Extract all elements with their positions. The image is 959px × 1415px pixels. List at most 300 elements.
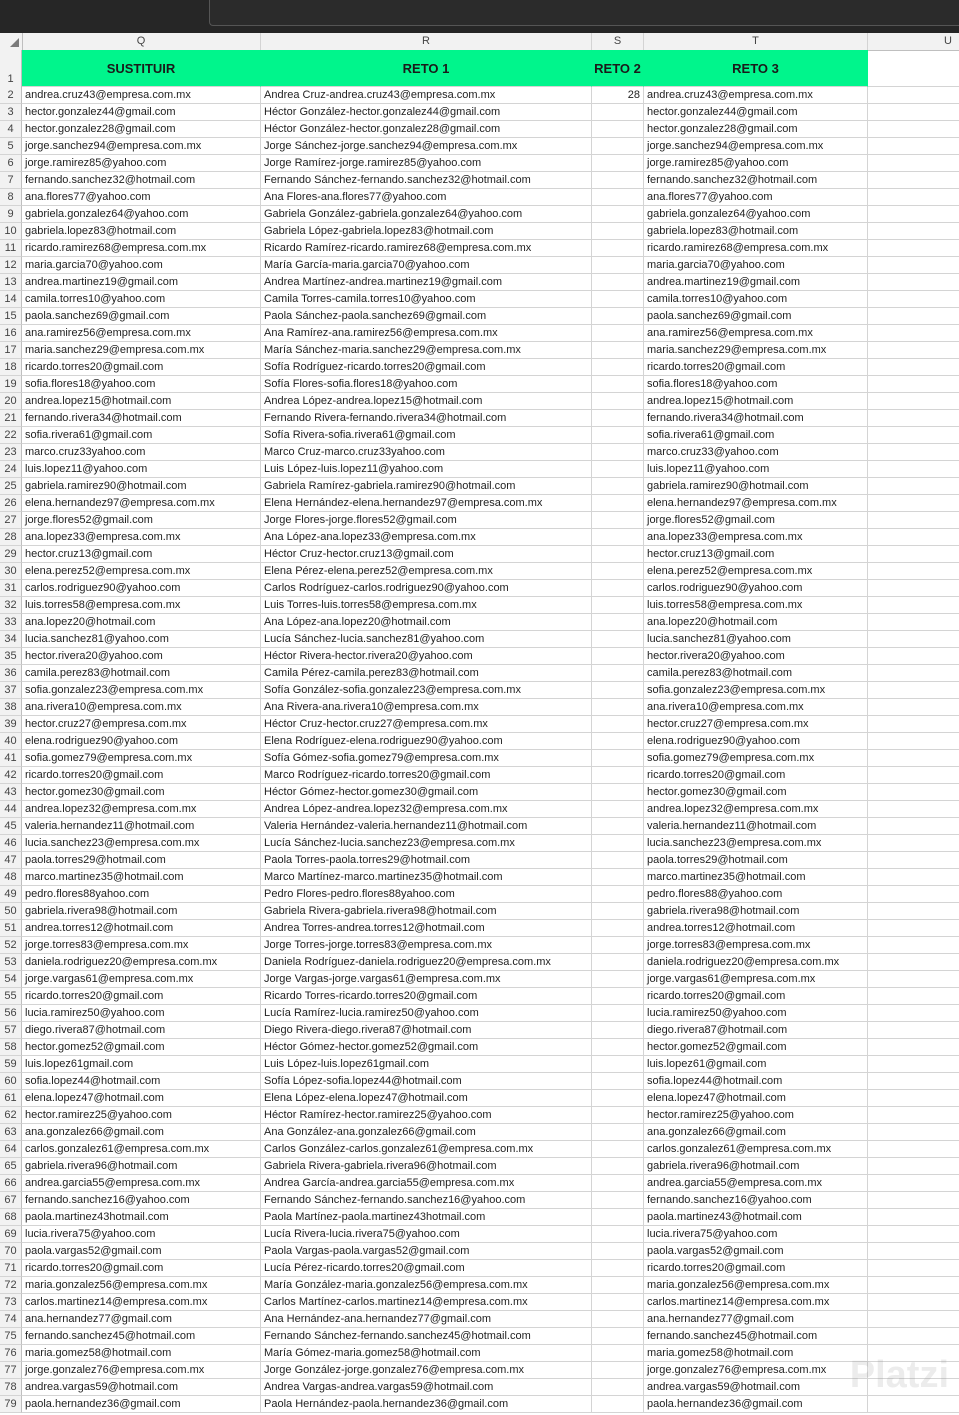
cell-t[interactable]: diego.rivera87@hotmail.com — [644, 1022, 868, 1039]
cell-q[interactable]: marco.martinez35@hotmail.com — [22, 869, 261, 886]
cell-t[interactable]: ana.flores77@yahoo.com — [644, 189, 868, 206]
cell-r[interactable]: Lucía Sánchez-lucia.sanchez81@yahoo.com — [261, 631, 592, 648]
cell-q[interactable]: gabriela.lopez83@hotmail.com — [22, 223, 261, 240]
cell-r[interactable]: Andrea López-andrea.lopez32@empresa.com.mx — [261, 801, 592, 818]
cell-q[interactable]: ana.hernandez77@gmail.com — [22, 1311, 261, 1328]
cell-t[interactable]: andrea.cruz43@empresa.com.mx — [644, 87, 868, 104]
cell-r[interactable]: Andrea Cruz-andrea.cruz43@empresa.com.mx — [261, 87, 592, 104]
cell-s[interactable] — [592, 1362, 644, 1379]
cell-s[interactable] — [592, 971, 644, 988]
cell-r[interactable]: Sofía Flores-sofia.flores18@yahoo.com — [261, 376, 592, 393]
cell-q[interactable]: sofia.lopez44@hotmail.com — [22, 1073, 261, 1090]
cell-t[interactable]: paola.torres29@hotmail.com — [644, 852, 868, 869]
cell-s[interactable] — [592, 1056, 644, 1073]
cell-s[interactable] — [592, 359, 644, 376]
cell-t[interactable]: daniela.rodriguez20@empresa.com.mx — [644, 954, 868, 971]
empty-cell[interactable] — [868, 1107, 959, 1124]
row-header[interactable]: 36 — [0, 665, 22, 682]
cell-s[interactable] — [592, 1311, 644, 1328]
empty-cell[interactable] — [868, 1039, 959, 1056]
cell-r[interactable]: Diego Rivera-diego.rivera87@hotmail.com — [261, 1022, 592, 1039]
cell-q[interactable]: hector.ramirez25@yahoo.com — [22, 1107, 261, 1124]
cell-s[interactable] — [592, 1396, 644, 1413]
empty-cell[interactable] — [868, 903, 959, 920]
empty-cell[interactable] — [868, 971, 959, 988]
cell-q[interactable]: luis.lopez11@yahoo.com — [22, 461, 261, 478]
empty-cell[interactable] — [868, 155, 959, 172]
row-header[interactable]: 31 — [0, 580, 22, 597]
cell-t[interactable]: camila.perez83@hotmail.com — [644, 665, 868, 682]
cell-s[interactable] — [592, 1345, 644, 1362]
cell-q[interactable]: carlos.martinez14@empresa.com.mx — [22, 1294, 261, 1311]
cell-r[interactable]: Andrea Vargas-andrea.vargas59@hotmail.com — [261, 1379, 592, 1396]
cell-q[interactable]: ana.rivera10@empresa.com.mx — [22, 699, 261, 716]
empty-cell[interactable] — [868, 359, 959, 376]
column-header-s[interactable]: S — [592, 33, 644, 50]
header-cell-t[interactable]: RETO 3 — [644, 50, 868, 87]
cell-s[interactable] — [592, 631, 644, 648]
cell-r[interactable]: María Sánchez-maria.sanchez29@empresa.com.mx — [261, 342, 592, 359]
cell-q[interactable]: ana.flores77@yahoo.com — [22, 189, 261, 206]
cell-r[interactable]: Paola Vargas-paola.vargas52@gmail.com — [261, 1243, 592, 1260]
empty-cell[interactable] — [868, 1396, 959, 1413]
cell-t[interactable]: paola.sanchez69@gmail.com — [644, 308, 868, 325]
cell-r[interactable]: Gabriela Rivera-gabriela.rivera96@hotmail.com — [261, 1158, 592, 1175]
cell-r[interactable]: Andrea García-andrea.garcia55@empresa.com.mx — [261, 1175, 592, 1192]
cell-s[interactable] — [592, 1005, 644, 1022]
row-header[interactable]: 71 — [0, 1260, 22, 1277]
cell-t[interactable]: hector.ramirez25@yahoo.com — [644, 1107, 868, 1124]
cell-s[interactable] — [592, 818, 644, 835]
empty-cell[interactable] — [868, 1328, 959, 1345]
cell-q[interactable]: luis.lopez61gmail.com — [22, 1056, 261, 1073]
cell-t[interactable]: hector.gonzalez28@gmail.com — [644, 121, 868, 138]
cell-s[interactable] — [592, 699, 644, 716]
formula-bar[interactable] — [209, 0, 959, 26]
cell-r[interactable]: Gabriela González-gabriela.gonzalez64@yahoo.com — [261, 206, 592, 223]
row-header[interactable]: 46 — [0, 835, 22, 852]
row-header[interactable]: 12 — [0, 257, 22, 274]
cell-q[interactable]: carlos.rodriguez90@yahoo.com — [22, 580, 261, 597]
cell-r[interactable]: Ana González-ana.gonzalez66@gmail.com — [261, 1124, 592, 1141]
cell-r[interactable]: María Gómez-maria.gomez58@hotmail.com — [261, 1345, 592, 1362]
cell-r[interactable]: Elena Hernández-elena.hernandez97@empresa.com.mx — [261, 495, 592, 512]
row-header[interactable]: 27 — [0, 512, 22, 529]
row-header[interactable]: 20 — [0, 393, 22, 410]
row-header[interactable]: 72 — [0, 1277, 22, 1294]
row-header[interactable]: 47 — [0, 852, 22, 869]
cell-q[interactable]: andrea.martinez19@gmail.com — [22, 274, 261, 291]
cell-r[interactable]: Héctor Gómez-hector.gomez30@gmail.com — [261, 784, 592, 801]
row-header[interactable]: 78 — [0, 1379, 22, 1396]
cell-s[interactable] — [592, 291, 644, 308]
cell-q[interactable]: ana.lopez20@hotmail.com — [22, 614, 261, 631]
empty-cell[interactable] — [868, 1073, 959, 1090]
row-header[interactable]: 64 — [0, 1141, 22, 1158]
cell-r[interactable]: Paola Martínez-paola.martinez43hotmail.com — [261, 1209, 592, 1226]
cell-r[interactable]: Jorge González-jorge.gonzalez76@empresa.com.mx — [261, 1362, 592, 1379]
cell-r[interactable]: Lucía Rivera-lucia.rivera75@yahoo.com — [261, 1226, 592, 1243]
cell-s[interactable] — [592, 1124, 644, 1141]
cell-s[interactable] — [592, 274, 644, 291]
cell-q[interactable]: paola.vargas52@gmail.com — [22, 1243, 261, 1260]
cell-s[interactable] — [592, 937, 644, 954]
cell-t[interactable]: jorge.flores52@gmail.com — [644, 512, 868, 529]
row-header[interactable]: 70 — [0, 1243, 22, 1260]
cell-r[interactable]: Sofía López-sofia.lopez44@hotmail.com — [261, 1073, 592, 1090]
empty-cell[interactable] — [868, 376, 959, 393]
cell-s[interactable]: 28 — [592, 87, 644, 104]
cell-t[interactable]: elena.perez52@empresa.com.mx — [644, 563, 868, 580]
cell-q[interactable]: ricardo.torres20@gmail.com — [22, 359, 261, 376]
empty-cell[interactable] — [868, 614, 959, 631]
cell-q[interactable]: ricardo.torres20@gmail.com — [22, 767, 261, 784]
cell-t[interactable]: jorge.vargas61@empresa.com.mx — [644, 971, 868, 988]
row-header[interactable]: 39 — [0, 716, 22, 733]
cell-r[interactable]: Jorge Ramírez-jorge.ramirez85@yahoo.com — [261, 155, 592, 172]
cell-t[interactable]: maria.sanchez29@empresa.com.mx — [644, 342, 868, 359]
cell-r[interactable]: Ana López-ana.lopez33@empresa.com.mx — [261, 529, 592, 546]
cell-r[interactable]: Paola Sánchez-paola.sanchez69@gmail.com — [261, 308, 592, 325]
cell-t[interactable]: sofia.lopez44@hotmail.com — [644, 1073, 868, 1090]
cell-t[interactable]: andrea.garcia55@empresa.com.mx — [644, 1175, 868, 1192]
row-header[interactable]: 4 — [0, 121, 22, 138]
empty-cell[interactable] — [868, 1294, 959, 1311]
cell-q[interactable]: maria.gomez58@hotmail.com — [22, 1345, 261, 1362]
cell-q[interactable]: camila.torres10@yahoo.com — [22, 291, 261, 308]
cell-q[interactable]: daniela.rodriguez20@empresa.com.mx — [22, 954, 261, 971]
cell-t[interactable]: ricardo.torres20@gmail.com — [644, 767, 868, 784]
empty-cell[interactable] — [868, 1005, 959, 1022]
cell-t[interactable]: luis.torres58@empresa.com.mx — [644, 597, 868, 614]
cell-r[interactable]: Elena López-elena.lopez47@hotmail.com — [261, 1090, 592, 1107]
cell-r[interactable]: Luis López-luis.lopez11@yahoo.com — [261, 461, 592, 478]
empty-cell[interactable] — [868, 1226, 959, 1243]
cell-t[interactable]: jorge.torres83@empresa.com.mx — [644, 937, 868, 954]
column-header-u[interactable]: U — [944, 35, 952, 47]
cell-s[interactable] — [592, 988, 644, 1005]
cell-t[interactable]: fernando.sanchez32@hotmail.com — [644, 172, 868, 189]
row-header[interactable]: 50 — [0, 903, 22, 920]
cell-t[interactable]: gabriela.lopez83@hotmail.com — [644, 223, 868, 240]
cell-q[interactable]: gabriela.rivera98@hotmail.com — [22, 903, 261, 920]
cell-t[interactable]: luis.lopez11@yahoo.com — [644, 461, 868, 478]
header-cell-q[interactable]: SUSTITUIR — [22, 50, 261, 87]
row-header[interactable]: 76 — [0, 1345, 22, 1362]
empty-cell[interactable] — [868, 1277, 959, 1294]
row-header[interactable]: 44 — [0, 801, 22, 818]
cell-s[interactable] — [592, 903, 644, 920]
empty-cell[interactable] — [868, 172, 959, 189]
cell-s[interactable] — [592, 206, 644, 223]
cell-t[interactable]: paola.hernandez36@gmail.com — [644, 1396, 868, 1413]
cell-q[interactable]: elena.hernandez97@empresa.com.mx — [22, 495, 261, 512]
cell-t[interactable]: sofia.flores18@yahoo.com — [644, 376, 868, 393]
empty-cell[interactable] — [868, 954, 959, 971]
cell-q[interactable]: andrea.torres12@hotmail.com — [22, 920, 261, 937]
cell-t[interactable]: hector.cruz27@empresa.com.mx — [644, 716, 868, 733]
cell-q[interactable]: paola.martinez43hotmail.com — [22, 1209, 261, 1226]
cell-t[interactable]: andrea.lopez15@hotmail.com — [644, 393, 868, 410]
column-header-q[interactable]: Q — [22, 33, 261, 50]
cell-q[interactable]: ricardo.torres20@gmail.com — [22, 988, 261, 1005]
cell-r[interactable]: Paola Torres-paola.torres29@hotmail.com — [261, 852, 592, 869]
empty-cell[interactable] — [868, 393, 959, 410]
row-header[interactable]: 74 — [0, 1311, 22, 1328]
empty-cell[interactable] — [868, 597, 959, 614]
empty-cell[interactable] — [868, 257, 959, 274]
row-header[interactable]: 77 — [0, 1362, 22, 1379]
cell-q[interactable]: ricardo.ramirez68@empresa.com.mx — [22, 240, 261, 257]
cell-t[interactable]: gabriela.rivera98@hotmail.com — [644, 903, 868, 920]
cell-s[interactable] — [592, 1158, 644, 1175]
empty-cell[interactable] — [868, 1260, 959, 1277]
cell-q[interactable]: paola.sanchez69@gmail.com — [22, 308, 261, 325]
cell-t[interactable]: carlos.gonzalez61@empresa.com.mx — [644, 1141, 868, 1158]
row-header[interactable]: 54 — [0, 971, 22, 988]
row-header[interactable]: 15 — [0, 308, 22, 325]
cell-t[interactable]: paola.vargas52@gmail.com — [644, 1243, 868, 1260]
cell-s[interactable] — [592, 784, 644, 801]
cell-r[interactable]: Luis López-luis.lopez61gmail.com — [261, 1056, 592, 1073]
cell-q[interactable]: carlos.gonzalez61@empresa.com.mx — [22, 1141, 261, 1158]
cell-q[interactable]: elena.lopez47@hotmail.com — [22, 1090, 261, 1107]
cell-t[interactable]: ricardo.torres20@gmail.com — [644, 988, 868, 1005]
empty-cell[interactable] — [868, 87, 959, 104]
empty-cell[interactable] — [868, 444, 959, 461]
cell-s[interactable] — [592, 121, 644, 138]
cell-s[interactable] — [592, 155, 644, 172]
row-header[interactable]: 68 — [0, 1209, 22, 1226]
empty-cell[interactable] — [868, 937, 959, 954]
cell-t[interactable]: maria.gonzalez56@empresa.com.mx — [644, 1277, 868, 1294]
row-header[interactable]: 14 — [0, 291, 22, 308]
empty-cell[interactable] — [868, 920, 959, 937]
header-cell-r[interactable]: RETO 1 — [261, 50, 592, 87]
cell-s[interactable] — [592, 580, 644, 597]
row-header[interactable]: 67 — [0, 1192, 22, 1209]
cell-s[interactable] — [592, 1039, 644, 1056]
empty-cell[interactable] — [868, 189, 959, 206]
cell-s[interactable] — [592, 308, 644, 325]
cell-r[interactable]: Ricardo Ramírez-ricardo.ramirez68@empresa.com.mx — [261, 240, 592, 257]
cell-r[interactable]: Héctor Cruz-hector.cruz13@gmail.com — [261, 546, 592, 563]
row-header[interactable]: 8 — [0, 189, 22, 206]
row-header[interactable]: 35 — [0, 648, 22, 665]
cell-t[interactable]: elena.rodriguez90@yahoo.com — [644, 733, 868, 750]
cell-s[interactable] — [592, 1328, 644, 1345]
cell-q[interactable]: paola.hernandez36@gmail.com — [22, 1396, 261, 1413]
row-header[interactable]: 61 — [0, 1090, 22, 1107]
cell-q[interactable]: valeria.hernandez11@hotmail.com — [22, 818, 261, 835]
cell-q[interactable]: andrea.vargas59@hotmail.com — [22, 1379, 261, 1396]
cell-s[interactable] — [592, 835, 644, 852]
empty-cell[interactable] — [868, 801, 959, 818]
cell-t[interactable]: maria.garcia70@yahoo.com — [644, 257, 868, 274]
cell-r[interactable]: Gabriela Ramírez-gabriela.ramirez90@hotmail.com — [261, 478, 592, 495]
row-header[interactable]: 42 — [0, 767, 22, 784]
cell-q[interactable]: gabriela.gonzalez64@yahoo.com — [22, 206, 261, 223]
empty-cell[interactable] — [868, 886, 959, 903]
row-header[interactable]: 24 — [0, 461, 22, 478]
cell-t[interactable]: andrea.lopez32@empresa.com.mx — [644, 801, 868, 818]
row-header[interactable]: 7 — [0, 172, 22, 189]
empty-cell[interactable] — [868, 206, 959, 223]
cell-s[interactable] — [592, 886, 644, 903]
row-header[interactable]: 29 — [0, 546, 22, 563]
cell-r[interactable]: María García-maria.garcia70@yahoo.com — [261, 257, 592, 274]
cell-s[interactable] — [592, 1141, 644, 1158]
cell-t[interactable]: carlos.rodriguez90@yahoo.com — [644, 580, 868, 597]
cell-t[interactable]: ana.rivera10@empresa.com.mx — [644, 699, 868, 716]
cell-t[interactable]: valeria.hernandez11@hotmail.com — [644, 818, 868, 835]
cell-r[interactable]: Ana Ramírez-ana.ramirez56@empresa.com.mx — [261, 325, 592, 342]
cell-s[interactable] — [592, 1073, 644, 1090]
cell-r[interactable]: Carlos Rodríguez-carlos.rodriguez90@yahoo.com — [261, 580, 592, 597]
empty-cell[interactable] — [868, 563, 959, 580]
row-header[interactable]: 45 — [0, 818, 22, 835]
row-header[interactable]: 49 — [0, 886, 22, 903]
cell-q[interactable]: hector.gonzalez28@gmail.com — [22, 121, 261, 138]
cell-s[interactable] — [592, 495, 644, 512]
cell-r[interactable]: Fernando Sánchez-fernando.sanchez16@yahoo.com — [261, 1192, 592, 1209]
cell-s[interactable] — [592, 1107, 644, 1124]
row-header[interactable]: 52 — [0, 937, 22, 954]
cell-s[interactable] — [592, 512, 644, 529]
cell-q[interactable]: elena.perez52@empresa.com.mx — [22, 563, 261, 580]
cell-r[interactable]: Fernando Sánchez-fernando.sanchez32@hotmail.com — [261, 172, 592, 189]
empty-cell[interactable] — [868, 1124, 959, 1141]
cell-t[interactable]: sofia.rivera61@gmail.com — [644, 427, 868, 444]
cell-t[interactable]: fernando.sanchez16@yahoo.com — [644, 1192, 868, 1209]
cell-r[interactable]: Andrea Martínez-andrea.martinez19@gmail.com — [261, 274, 592, 291]
row-header[interactable]: 21 — [0, 410, 22, 427]
empty-cell[interactable] — [868, 529, 959, 546]
row-header[interactable]: 40 — [0, 733, 22, 750]
cell-r[interactable]: Elena Rodríguez-elena.rodriguez90@yahoo.com — [261, 733, 592, 750]
cell-t[interactable]: hector.cruz13@gmail.com — [644, 546, 868, 563]
select-all-corner[interactable] — [0, 33, 23, 50]
cell-q[interactable]: pedro.flores88yahoo.com — [22, 886, 261, 903]
cell-r[interactable]: Jorge Vargas-jorge.vargas61@empresa.com.mx — [261, 971, 592, 988]
row-header[interactable]: 59 — [0, 1056, 22, 1073]
cell-s[interactable] — [592, 767, 644, 784]
row-header[interactable]: 48 — [0, 869, 22, 886]
cell-r[interactable]: Pedro Flores-pedro.flores88yahoo.com — [261, 886, 592, 903]
cell-s[interactable] — [592, 342, 644, 359]
cell-q[interactable]: sofia.flores18@yahoo.com — [22, 376, 261, 393]
cell-t[interactable]: maria.gomez58@hotmail.com — [644, 1345, 868, 1362]
cell-s[interactable] — [592, 954, 644, 971]
row-header[interactable]: 19 — [0, 376, 22, 393]
cell-r[interactable]: Héctor Rivera-hector.rivera20@yahoo.com — [261, 648, 592, 665]
cell-t[interactable]: lucia.sanchez23@empresa.com.mx — [644, 835, 868, 852]
empty-cell[interactable] — [868, 495, 959, 512]
cell-s[interactable] — [592, 478, 644, 495]
cell-q[interactable]: fernando.sanchez16@yahoo.com — [22, 1192, 261, 1209]
empty-cell[interactable] — [868, 1311, 959, 1328]
row-header[interactable]: 16 — [0, 325, 22, 342]
cell-r[interactable]: Lucía Ramírez-lucia.ramirez50@yahoo.com — [261, 1005, 592, 1022]
cell-q[interactable]: jorge.flores52@gmail.com — [22, 512, 261, 529]
empty-cell[interactable] — [868, 1209, 959, 1226]
empty-cell[interactable] — [868, 512, 959, 529]
cell-s[interactable] — [592, 104, 644, 121]
cell-r[interactable]: Ricardo Torres-ricardo.torres20@gmail.com — [261, 988, 592, 1005]
cell-t[interactable]: ana.gonzalez66@gmail.com — [644, 1124, 868, 1141]
cell-s[interactable] — [592, 1379, 644, 1396]
row-header[interactable]: 5 — [0, 138, 22, 155]
cell-q[interactable]: lucia.sanchez23@empresa.com.mx — [22, 835, 261, 852]
cell-q[interactable]: fernando.sanchez32@hotmail.com — [22, 172, 261, 189]
row-header[interactable]: 69 — [0, 1226, 22, 1243]
empty-cell[interactable] — [868, 852, 959, 869]
row-header[interactable]: 11 — [0, 240, 22, 257]
empty-cell[interactable] — [868, 274, 959, 291]
cell-q[interactable]: diego.rivera87@hotmail.com — [22, 1022, 261, 1039]
row-header[interactable]: 60 — [0, 1073, 22, 1090]
cell-t[interactable]: carlos.martinez14@empresa.com.mx — [644, 1294, 868, 1311]
row-header[interactable]: 34 — [0, 631, 22, 648]
cell-r[interactable]: Fernando Sánchez-fernando.sanchez45@hotmail.com — [261, 1328, 592, 1345]
cell-q[interactable]: ana.gonzalez66@gmail.com — [22, 1124, 261, 1141]
cell-q[interactable]: marco.cruz33yahoo.com — [22, 444, 261, 461]
cell-r[interactable]: Jorge Sánchez-jorge.sanchez94@empresa.com.mx — [261, 138, 592, 155]
empty-cell[interactable] — [868, 291, 959, 308]
row-header[interactable]: 25 — [0, 478, 22, 495]
empty-cell[interactable] — [868, 138, 959, 155]
empty-cell[interactable] — [868, 1175, 959, 1192]
cell-t[interactable]: sofia.gonzalez23@empresa.com.mx — [644, 682, 868, 699]
cell-s[interactable] — [592, 1277, 644, 1294]
empty-cell[interactable] — [868, 427, 959, 444]
cell-t[interactable]: marco.martinez35@hotmail.com — [644, 869, 868, 886]
cell-t[interactable]: jorge.gonzalez76@empresa.com.mx — [644, 1362, 868, 1379]
cell-t[interactable]: elena.hernandez97@empresa.com.mx — [644, 495, 868, 512]
empty-cell[interactable] — [868, 223, 959, 240]
row-header[interactable]: 62 — [0, 1107, 22, 1124]
empty-cell[interactable] — [868, 1158, 959, 1175]
cell-t[interactable]: ana.ramirez56@empresa.com.mx — [644, 325, 868, 342]
cell-s[interactable] — [592, 733, 644, 750]
cell-r[interactable]: Sofía Rivera-sofia.rivera61@gmail.com — [261, 427, 592, 444]
cell-t[interactable]: ana.lopez20@hotmail.com — [644, 614, 868, 631]
row-header[interactable]: 38 — [0, 699, 22, 716]
row-header[interactable]: 32 — [0, 597, 22, 614]
cell-t[interactable]: ana.lopez33@empresa.com.mx — [644, 529, 868, 546]
cell-q[interactable]: sofia.gonzalez23@empresa.com.mx — [22, 682, 261, 699]
cell-r[interactable]: Gabriela López-gabriela.lopez83@hotmail.com — [261, 223, 592, 240]
row-header[interactable]: 63 — [0, 1124, 22, 1141]
cell-r[interactable]: María González-maria.gonzalez56@empresa.com.mx — [261, 1277, 592, 1294]
cell-t[interactable]: sofia.gomez79@empresa.com.mx — [644, 750, 868, 767]
cell-r[interactable]: Camila Torres-camila.torres10@yahoo.com — [261, 291, 592, 308]
cell-s[interactable] — [592, 1090, 644, 1107]
empty-cell[interactable] — [868, 104, 959, 121]
cell-s[interactable] — [592, 852, 644, 869]
cell-s[interactable] — [592, 869, 644, 886]
row-header[interactable]: 53 — [0, 954, 22, 971]
cell-q[interactable]: hector.cruz27@empresa.com.mx — [22, 716, 261, 733]
cell-r[interactable]: Carlos Martínez-carlos.martinez14@empresa.com.mx — [261, 1294, 592, 1311]
cell-q[interactable]: camila.perez83@hotmail.com — [22, 665, 261, 682]
cell-q[interactable]: hector.gonzalez44@gmail.com — [22, 104, 261, 121]
row-header[interactable]: 37 — [0, 682, 22, 699]
cell-q[interactable]: hector.gomez30@gmail.com — [22, 784, 261, 801]
row-header[interactable]: 23 — [0, 444, 22, 461]
cell-r[interactable]: Andrea Torres-andrea.torres12@hotmail.com — [261, 920, 592, 937]
cell-s[interactable] — [592, 461, 644, 478]
